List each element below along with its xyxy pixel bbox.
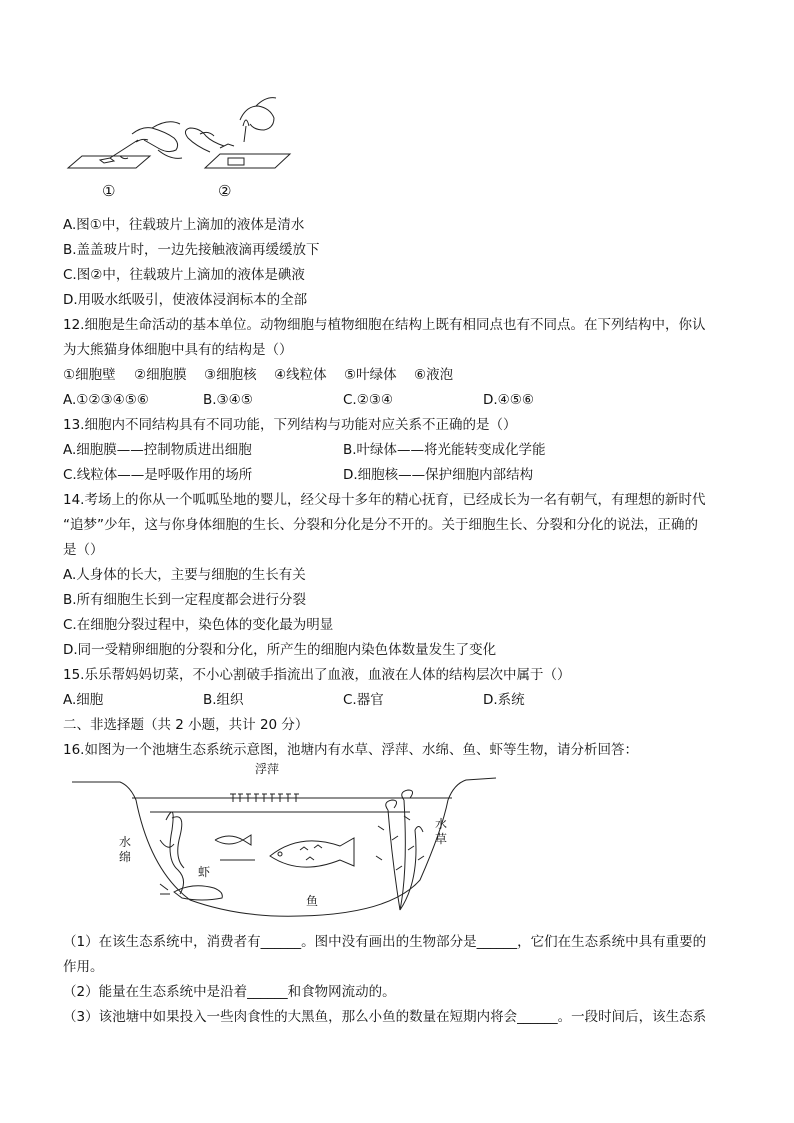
q16-stem: 16.如图为一个池塘生态系统示意图，池塘内有水草、浮萍、水绵、鱼、虾等生物，请分析回答： xyxy=(63,742,638,758)
q14-stem-line-3: 是（） xyxy=(63,542,104,558)
q14-option-c: C.在细胞分裂过程中，染色体的变化最为明显 xyxy=(63,617,334,633)
q12-stem-line-1: 12.细胞是生命活动的基本单位。动物细胞与植物细胞在结构上既有相同点也有不同点。在下列结构中，你认 xyxy=(63,317,706,333)
section-2-title: 二、非选择题（共 2 小题，共计 20 分） xyxy=(63,717,309,733)
q12-item-6: ⑥液泡 xyxy=(414,367,454,383)
big-fish xyxy=(270,838,354,867)
label-duckweed: 浮萍 xyxy=(255,762,280,776)
q12-item-1: ①细胞壁 xyxy=(63,367,116,383)
label-spirogyra: 水绵 xyxy=(118,835,131,864)
q12-option-b: B.③④⑤ xyxy=(203,392,253,408)
q12-item-4: ④线粒体 xyxy=(274,367,327,383)
shrimp xyxy=(160,884,222,900)
label-fish: 鱼 xyxy=(306,894,319,908)
small-fish xyxy=(215,835,251,845)
q15-option-c: C.器官 xyxy=(343,692,384,708)
label-shrimp: 虾 xyxy=(198,865,211,879)
q16-part1-line-1: （1）在该生态系统中，消费者有______。图中没有画出的生物部分是______，它们在生态系统中具有重要的 xyxy=(63,934,707,950)
q11-option-b: B.盖盖玻片时，一边先接触液滴再缓缓放下 xyxy=(63,242,320,258)
figure-label-1: ① xyxy=(102,182,116,200)
q15-option-a: A.细胞 xyxy=(63,692,104,708)
q13-option-c: C.线粒体——是呼吸作用的场所 xyxy=(63,467,253,483)
q14-option-a: A.人身体的长大，主要与细胞的生长有关 xyxy=(63,567,306,583)
figure-label-2: ② xyxy=(218,182,232,200)
q14-stem-line-2: “追梦”少年，这与你身体细胞的生长、分裂和分化是分不开的。关于细胞生长、分裂和分化的说法，正确的 xyxy=(63,517,698,533)
q15-option-b: B.组织 xyxy=(203,692,244,708)
q15-option-d: D.系统 xyxy=(483,692,525,708)
q13-option-d: D.细胞核——保护细胞内部结构 xyxy=(343,467,534,483)
q13-stem: 13.细胞内不同结构具有不同功能，下列结构与功能对应关系不正确的是（） xyxy=(63,417,517,433)
q16-part3: （3）该池塘中如果投入一些肉食性的大黑鱼，那么小鱼的数量在短期内将会______。一段时间后，该生态系 xyxy=(63,1009,707,1025)
q14-stem-line-1: 14.考场上的你从一个呱呱坠地的婴儿，经父母十多年的精心抚育，已经成长为一名有朝气，有理想的新时代 xyxy=(63,492,706,508)
q13-option-a: A.细胞膜——控制物质进出细胞 xyxy=(63,442,252,458)
q11-option-a: A.图①中，往载玻片上滴加的液体是清水 xyxy=(63,217,305,233)
q12-stem-line-2: 为大熊猫身体细胞中具有的结构是（） xyxy=(63,342,293,358)
q15-stem: 15.乐乐帮妈妈切菜，不小心割破手指流出了血液，血液在人体的结构层次中属于（） xyxy=(63,667,571,683)
q13-option-b: B.叶绿体——将光能转变成化学能 xyxy=(343,442,546,458)
q11-option-d: D.用吸水纸吸引，使液体浸润标本的全部 xyxy=(63,292,308,308)
q16-part1-line-2: 作用。 xyxy=(63,959,104,975)
procedure-2-drawing xyxy=(185,98,290,168)
q12-item-3: ③细胞核 xyxy=(204,367,257,383)
q12-option-d: D.④⑤⑥ xyxy=(483,392,534,408)
slide-procedure-drawing xyxy=(60,90,300,205)
q12-item-5: ⑤叶绿体 xyxy=(344,367,397,383)
pond-ecosystem-figure xyxy=(70,760,500,922)
waterweed xyxy=(376,790,424,910)
label-waterweed: 水草 xyxy=(434,817,447,846)
q11-option-c: C.图②中，往载玻片上滴加的液体是碘液 xyxy=(63,267,305,283)
q12-option-c: C.②③④ xyxy=(343,392,394,408)
spirogyra xyxy=(160,812,184,894)
q12-item-2: ②细胞膜 xyxy=(134,367,187,383)
q16-part2: （2）能量在生态系统中是沿着______和食物网流动的。 xyxy=(63,984,396,1000)
procedure-1-drawing xyxy=(68,122,182,168)
q12-option-a: A.①②③④⑤⑥ xyxy=(63,392,149,408)
slide-procedure-figure xyxy=(60,90,300,205)
q14-option-d: D.同一受精卵细胞的分裂和分化，所产生的细胞内染色体数量发生了变化 xyxy=(63,642,497,658)
q14-option-b: B.所有细胞生长到一定程度都会进行分裂 xyxy=(63,592,307,608)
